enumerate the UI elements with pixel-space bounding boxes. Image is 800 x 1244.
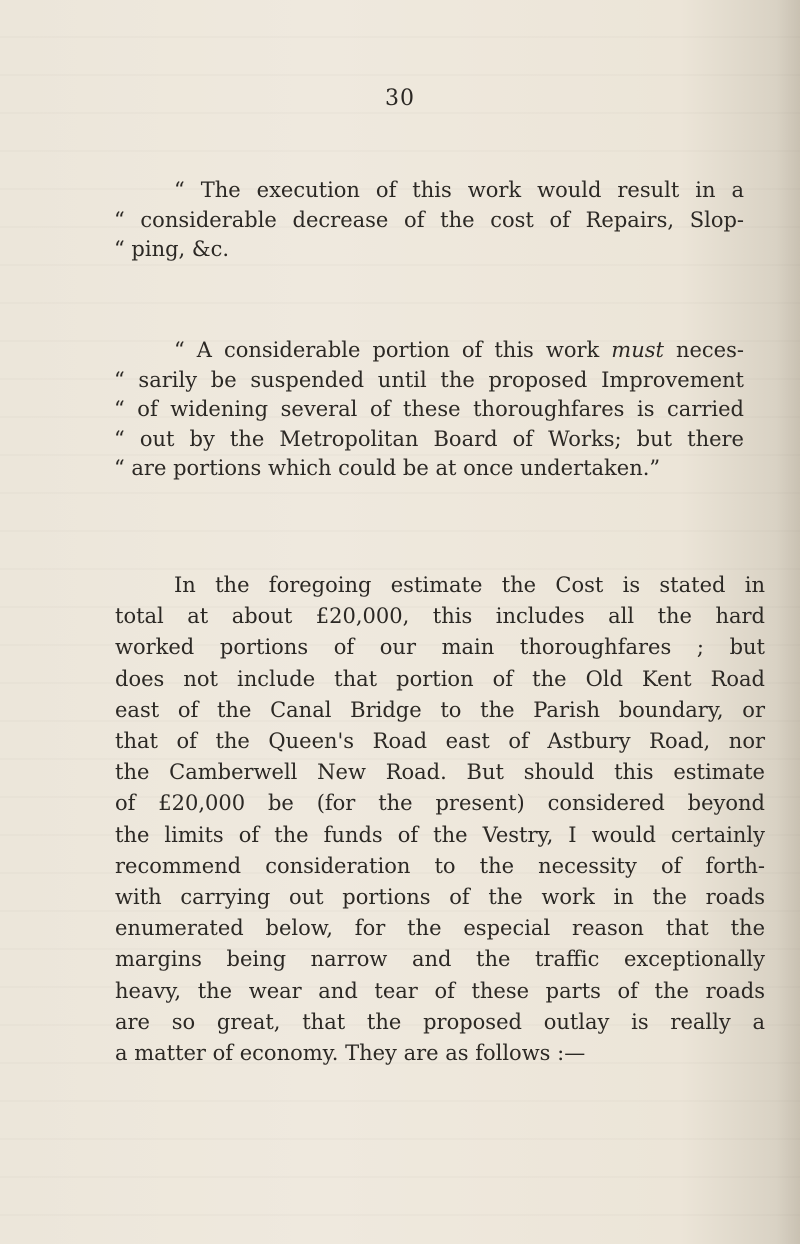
quote-2-text-before: “ A considerable portion of this work [174,338,612,362]
paragraph-line: of £20,000 be (for the present) considered beyond [115,791,765,816]
quote-1-line: “ considerable decrease of the cost of Repairs, Slop- [114,207,744,232]
quote-1-line: “ ping, &c. [114,237,230,261]
paragraph-line: a matter of economy. They are as follows :— [115,1041,586,1066]
paragraph-line: the limits of the funds of the Vestry, I would certainly [115,822,765,847]
quote-2-line: “ are portions which could be at once undertaken.” [114,456,661,480]
paragraph-line: In the foregoing estimate the Cost is stated in [174,573,765,597]
paragraph-line: total at about £20,000, this includes all the hard [115,604,765,629]
quote-2-text-after: neces- [663,338,744,362]
emphasis-must: must [611,338,664,362]
paragraph-line: recommend consideration to the necessity of forth- [115,853,765,878]
quote-2-line: “ sarily be suspended until the proposed Improvement [114,367,744,392]
paragraph-line: the Camberwell New Road. But should this estimate [115,760,765,785]
quote-2-line-first [114,336,744,366]
paragraph-line: that of the Queen's Road east of Astbury Road, nor [115,729,765,754]
quote-2-line: “ of widening several of these thoroughfares is carried [114,397,744,421]
quote-paragraph-2 [114,336,744,484]
paragraph-line: does not include that portion of the Old Kent Road [115,666,765,691]
paragraph-line: east of the Canal Bridge to the Parish boundary, or [115,697,765,722]
quote-1-line: “ The execution of this work would result in a [174,178,744,202]
paragraph-line: are so great, that the proposed outlay is really a [115,1009,765,1034]
paragraph-line: worked portions of our main thoroughfares ; but [115,635,765,660]
paragraph-line: heavy, the wear and tear of these parts of the roads [115,978,765,1003]
quote-2-line: “ out by the Metropolitan Board of Works; but there [114,426,744,451]
quote-paragraph-1 [114,176,744,265]
body-paragraph [115,570,765,1069]
paragraph-line: enumerated below, for the especial reason that the [115,916,765,941]
paragraph-line: margins being narrow and the traffic exceptionally [115,947,765,972]
page-number: 30 [385,86,415,111]
paragraph-line: with carrying out portions of the work in the roads [115,885,765,910]
